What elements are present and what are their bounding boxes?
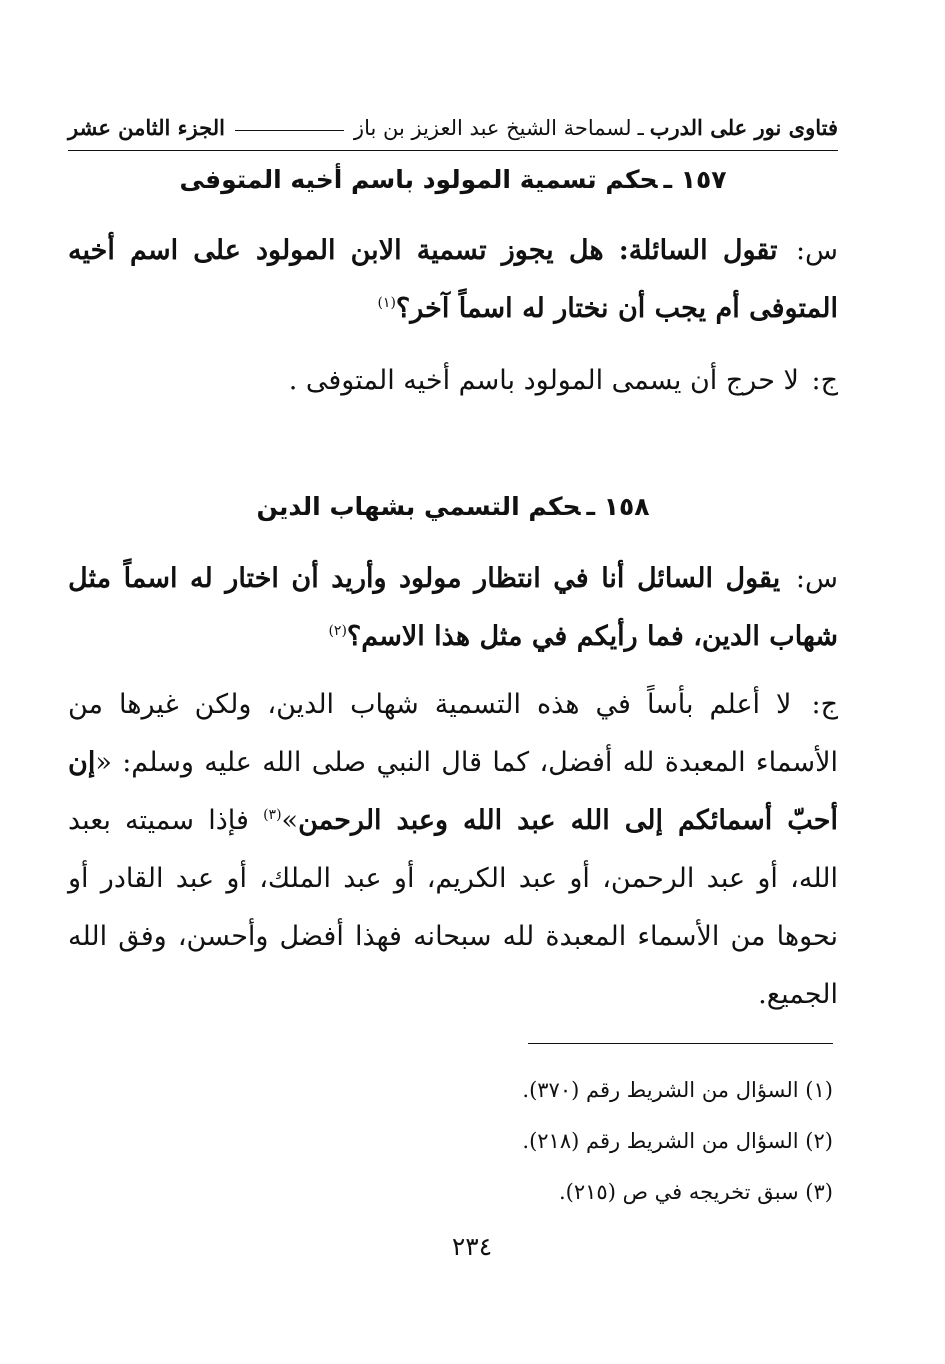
- header-author: لسماحة الشيخ عبد العزيز بن باز: [353, 116, 632, 140]
- section-157-answer: [68, 352, 838, 410]
- section-number: ١٥٧ ـ: [663, 165, 727, 194]
- question-prefix: س:: [795, 235, 838, 266]
- hadith-close-mark: »: [281, 805, 299, 836]
- section-157-question: [68, 222, 838, 338]
- answer-text: لا حرج أن يسمى المولود باسم أخيه المتوفى .: [288, 365, 799, 396]
- question-prefix: س:: [795, 563, 838, 594]
- header-divider: [68, 150, 838, 151]
- running-header: [68, 108, 838, 148]
- answer-text-part1: لا أعلم بأساً في هذه التسمية شهاب الدين، ولكن غيرها من الأسماء المعبدة لله أفضل، كما قال النبي صلى الله عليه وسلم: «: [68, 689, 838, 778]
- header-book-title: فتاوى نور على الدرب: [649, 115, 838, 140]
- section-number: ١٥٨ ـ: [586, 492, 650, 521]
- header-rule: [235, 130, 344, 131]
- answer-prefix: ج:: [811, 689, 839, 720]
- footnote-ref-2: (٢): [328, 623, 347, 639]
- header-part-label: الجزء الثامن عشر: [68, 115, 225, 140]
- section-heading: حكم تسمية المولود باسم أخيه المتوفى: [179, 165, 658, 194]
- footnote-3: (٣) سبق تخريجه في ص (٢١٥).: [559, 1180, 833, 1204]
- header-separator: ـ: [637, 116, 644, 140]
- question-text: يقول السائل أنا في انتظار مولود وأريد أن اختار له اسماً مثل شهاب الدين، فما رأيكم في مثل هذا الاسم؟: [68, 563, 838, 652]
- footnote-1: (١) السؤال من الشريط رقم (٣٧٠).: [522, 1078, 833, 1102]
- section-158-question: [68, 550, 838, 666]
- page-number: ٢٣٤: [451, 1232, 493, 1261]
- section-157-title: [68, 165, 838, 194]
- hadith-quote: إن أحبّ أسمائكم إلى الله عبد الله وعبد الرحمن: [68, 747, 838, 836]
- question-text: تقول السائلة: هل يجوز تسمية الابن المولود على اسم أخيه المتوفى أم يجب أن نختار له اسماً آخر؟: [68, 235, 838, 324]
- section-158-answer: [68, 676, 838, 1024]
- footnote-2: (٢) السؤال من الشريط رقم (٢١٨).: [522, 1129, 833, 1153]
- answer-prefix: ج:: [811, 365, 838, 396]
- footnote-divider: [528, 1043, 833, 1044]
- section-heading: حكم التسمي بشهاب الدين: [256, 492, 581, 521]
- section-158-title: [68, 492, 838, 521]
- footnote-ref-1: (١): [377, 295, 396, 311]
- answer-text-part2: فإذا سميته بعبد الله، أو عبد الرحمن، أو عبد الكريم، أو عبد الملك، أو عبد القادر أو نحوها من الأسماء المعبدة لله سبحانه فهذا أفضل وأحسن، وفق الله الجميع.: [68, 805, 838, 1010]
- footnote-ref-3: (٣): [263, 807, 282, 823]
